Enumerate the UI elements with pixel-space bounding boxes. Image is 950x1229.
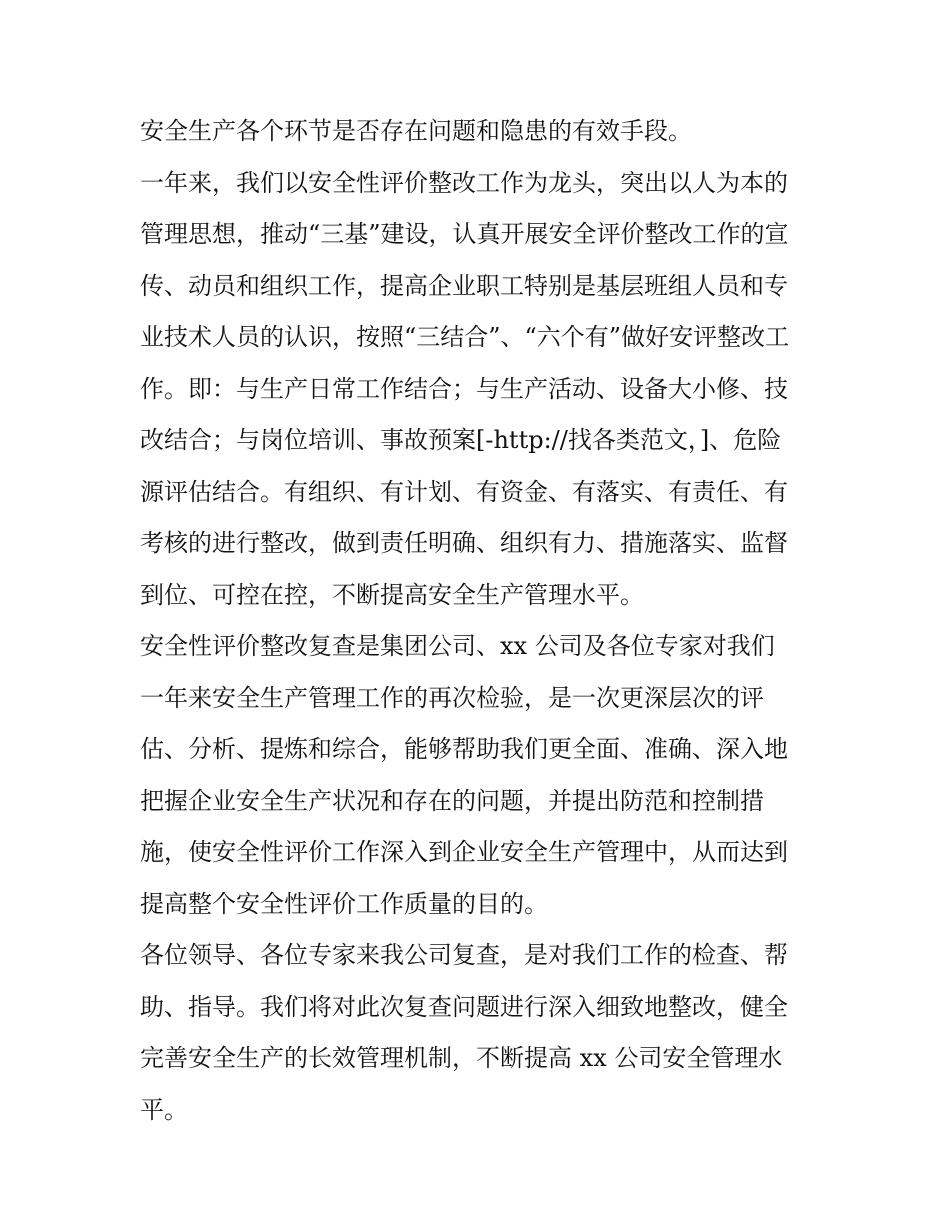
text-line: 到位、可控在控，不断提高安全生产管理水平。 <box>140 580 644 609</box>
text-line: 各位领导、各位专家来我公司复查，是对我们工作的检查、帮 <box>140 941 788 969</box>
text-line: 一年来安全生产管理工作的再次检验，是一次更深层次的评 <box>140 683 764 712</box>
text-line: 平。 <box>140 1095 188 1124</box>
text-line: 安全生产各个环节是否存在问题和隐患的有效手段。 <box>140 117 692 145</box>
text-line: 估、分析、提炼和综合，能够帮助我们更全面、准确、深入地 <box>140 735 788 763</box>
text-line: 施，使安全性评价工作深入到企业安全生产管理中，从而达到 <box>140 838 788 866</box>
text-line: 助、指导。我们将对此次复查问题进行深入细致地整改，健全 <box>140 992 788 1021</box>
text-line: 改结合；与岗位培训、事故预案[-http://找各类范文，]、危险 <box>140 426 782 454</box>
document-body <box>140 106 820 1136</box>
text-line: 考核的进行整改，做到责任明确、组织有力、措施落实、监督 <box>140 529 788 557</box>
text-line: 把握企业安全生产状况和存在的问题，并提出防范和控制措 <box>140 786 764 815</box>
text-line: 作。即：与生产日常工作结合；与生产活动、设备大小修、技 <box>140 374 788 403</box>
text-line: 一年来，我们以安全性评价整改工作为龙头，突出以人为本的 <box>140 168 788 197</box>
text-line: 管理思想，推动“三基”建设，认真开展安全评价整改工作的宣 <box>140 220 789 248</box>
text-line: 完善安全生产的长效管理机制，不断提高 xx 公司安全管理水 <box>140 1044 783 1072</box>
text-line: 源评估结合。有组织、有计划、有资金、有落实、有责任、有 <box>140 477 788 506</box>
text-line: 业技术人员的认识，按照“三结合”、“六个有”做好安评整改工 <box>140 323 790 351</box>
text-line: 提高整个安全性评价工作质量的目的。 <box>140 889 548 918</box>
text-line: 传、动员和组织工作，提高企业职工特别是基层班组人员和专 <box>140 271 788 300</box>
text-line: 安全性评价整改复查是集团公司、xx 公司及各位专家对我们 <box>140 632 775 660</box>
